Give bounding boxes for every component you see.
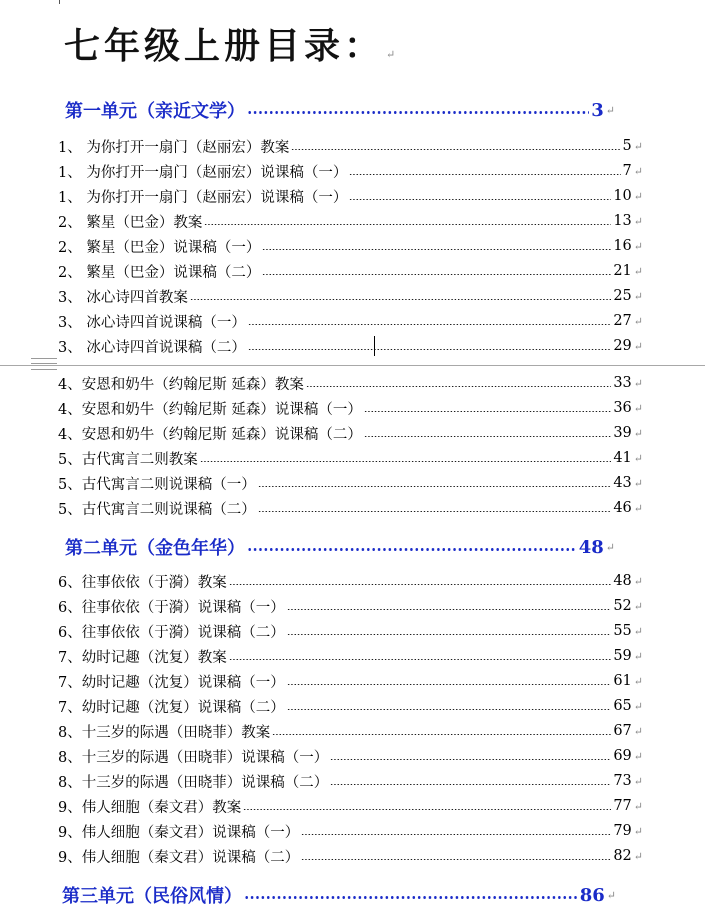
paragraph-mark-icon: ↵ [633,239,643,253]
toc-entry[interactable] [58,310,643,332]
page-number: 27 [613,313,632,329]
page-number: 21 [613,263,632,279]
page-number: 29 [613,338,632,354]
page-number: 33 [613,375,632,391]
page-number: 7 [622,163,632,179]
entry-title: 2、 繁星（巴金）说课稿（一） [58,239,261,256]
toc-entry[interactable] [58,820,643,842]
page-number: 39 [613,425,632,441]
page-number: 65 [613,698,632,714]
toc-entry[interactable] [58,422,643,444]
page-number: 82 [613,848,632,864]
page-number: 46 [613,500,632,516]
page-number: 86 [579,884,605,906]
entry-title: 5、古代寓言二则教案 [58,451,198,468]
paragraph-mark-icon: ↵ [633,649,643,663]
paragraph-mark-icon: ↵ [605,103,615,117]
paragraph-mark-icon: ↵ [633,314,643,328]
page-break-handle-icon[interactable] [31,358,57,370]
dot-leader [262,249,611,250]
entry-title: 1、 为你打开一扇门（赵丽宏）说课稿（一） [58,189,348,206]
dot-leader [229,659,612,660]
paragraph-mark-icon: ↵ [633,451,643,465]
dot-leader [244,896,578,899]
dot-leader [200,461,612,462]
page-number: 10 [613,188,632,204]
paragraph-mark-icon: ↵ [633,724,643,738]
entry-title: 8、十三岁的际遇（田晓菲）说课稿（一） [58,749,329,766]
paragraph-mark-icon: ↵ [605,540,615,554]
page-title [64,22,395,79]
dot-leader [287,634,612,635]
toc-entry[interactable] [58,695,643,717]
dot-leader [248,324,611,325]
toc-unit-heading[interactable] [65,534,615,560]
paragraph-mark-icon: ↵ [633,624,643,638]
page-break-divider [0,365,705,366]
dot-leader [287,609,612,610]
toc-entry[interactable] [58,447,643,469]
page-number: 16 [613,238,632,254]
page-title-text: 七年级上册目录： [64,25,385,67]
toc-entry[interactable] [58,135,643,157]
dot-leader [243,809,611,810]
dot-leader [262,274,611,275]
entry-title: 7、幼时记趣（沈复）教案 [58,649,227,666]
entry-title: 9、伟人细胞（秦文君）说课稿（二） [58,849,300,866]
toc-entry[interactable] [58,795,643,817]
toc-entry[interactable] [58,160,643,182]
paragraph-mark-icon: ↵ [633,264,643,278]
page-number: 3 [591,99,604,121]
toc-entry[interactable] [58,745,643,767]
dot-leader [330,784,611,785]
paragraph-mark-icon: ↵ [606,888,616,902]
paragraph-mark-icon: ↵ [633,189,643,203]
entry-title: 8、十三岁的际遇（田晓菲）教案 [58,724,271,741]
toc-unit-heading[interactable] [62,882,616,908]
dot-leader [306,386,611,387]
paragraph-mark-icon: ↵ [633,574,643,588]
entry-title: 7、幼时记趣（沈复）说课稿（二） [58,699,285,716]
toc-entry[interactable] [58,620,643,642]
entry-title: 6、往事依依（于漪）说课稿（一） [58,599,285,616]
entry-title: 4、安恩和奶牛（约翰尼斯 延森）教案 [58,376,304,393]
toc-entry[interactable] [58,285,643,307]
entry-title: 6、往事依依（于漪）说课稿（二） [58,624,285,641]
entry-title: 9、伟人细胞（秦文君）说课稿（一） [58,824,300,841]
entry-title: 3、 冰心诗四首说课稿（二） [58,339,246,356]
dot-leader [364,411,611,412]
paragraph-mark-icon: ↵ [633,401,643,415]
page-number: 55 [613,623,632,639]
paragraph-mark-icon: ↵ [386,48,396,61]
page-number: 48 [613,573,632,589]
entry-title: 3、 冰心诗四首教案 [58,289,188,306]
page-number: 59 [613,648,632,664]
page-number: 36 [613,400,632,416]
entry-title: 4、安恩和奶牛（约翰尼斯 延森）说课稿（一） [58,401,362,418]
page-number: 79 [613,823,632,839]
toc-entry[interactable] [58,472,643,494]
paragraph-mark-icon: ↵ [633,139,643,153]
dot-leader [291,149,620,150]
dot-leader [349,199,611,200]
page-number: 43 [613,475,632,491]
paragraph-mark-icon: ↵ [633,774,643,788]
page-number: 77 [613,798,632,814]
entry-title: 1、 为你打开一扇门（赵丽宏）教案 [58,139,290,156]
paragraph-mark-icon: ↵ [633,376,643,390]
entry-title: 2、 繁星（巴金）教案 [58,214,203,231]
paragraph-mark-icon: ↵ [633,849,643,863]
toc-unit-heading[interactable] [65,97,615,123]
paragraph-mark-icon: ↵ [633,674,643,688]
text-cursor [374,336,375,356]
toc-entry[interactable] [58,645,643,667]
page-number: 52 [613,598,632,614]
dot-leader [364,436,611,437]
entry-title: 2、 繁星（巴金）说课稿（二） [58,264,261,281]
entry-title: 3、 冰心诗四首说课稿（一） [58,314,246,331]
paragraph-mark-icon: ↵ [633,426,643,440]
unit-title: 第一单元（亲近文学） [65,101,245,122]
dot-leader [258,486,612,487]
paragraph-mark-icon: ↵ [633,599,643,613]
entry-title: 5、古代寓言二则说课稿（一） [58,476,256,493]
page-number: 73 [613,773,632,789]
toc-entry[interactable] [58,210,643,232]
entry-title: 5、古代寓言二则说课稿（二） [58,501,256,518]
toc-entry[interactable] [58,260,643,282]
page-number: 69 [613,748,632,764]
page-number: 61 [613,673,632,689]
page-number: 25 [613,288,632,304]
entry-title: 1、 为你打开一扇门（赵丽宏）说课稿（一） [58,164,348,181]
dot-leader [287,709,612,710]
dot-leader [287,684,612,685]
unit-title: 第二单元（金色年华） [65,538,245,559]
paragraph-mark-icon: ↵ [633,749,643,763]
page-number: 5 [622,138,632,154]
paragraph-mark-icon: ↵ [633,799,643,813]
toc-entry[interactable] [58,335,643,357]
entry-title: 6、往事依依（于漪）教案 [58,574,227,591]
toc-entry[interactable] [58,845,643,867]
dot-leader [248,349,611,350]
paragraph-mark-icon: ↵ [633,824,643,838]
toc-entry[interactable] [58,235,643,257]
page-corner-mark [59,0,60,4]
unit-title: 第三单元（民俗风情） [62,886,242,907]
toc-entry[interactable] [58,670,643,692]
paragraph-mark-icon: ↵ [633,476,643,490]
entry-title: 8、十三岁的际遇（田晓菲）说课稿（二） [58,774,329,791]
paragraph-mark-icon: ↵ [633,699,643,713]
dot-leader [190,299,611,300]
dot-leader [247,111,589,114]
dot-leader [204,224,611,225]
paragraph-mark-icon: ↵ [633,339,643,353]
entry-title: 9、伟人细胞（秦文君）教案 [58,799,242,816]
dot-leader [247,548,577,551]
paragraph-mark-icon: ↵ [633,289,643,303]
page-number: 48 [578,536,604,558]
toc-entry[interactable] [58,570,643,592]
toc-entry[interactable] [58,770,643,792]
toc-entry[interactable] [58,497,643,519]
entry-title: 4、安恩和奶牛（约翰尼斯 延森）说课稿（二） [58,426,362,443]
dot-leader [349,174,620,175]
dot-leader [330,759,611,760]
dot-leader [258,511,612,512]
entry-title: 7、幼时记趣（沈复）说课稿（一） [58,674,285,691]
paragraph-mark-icon: ↵ [633,164,643,178]
toc-entry[interactable] [58,595,643,617]
dot-leader [229,584,612,585]
toc-entry[interactable] [58,185,643,207]
page-number: 41 [613,450,632,466]
toc-entry[interactable] [58,720,643,742]
paragraph-mark-icon: ↵ [633,501,643,515]
page-number: 13 [613,213,632,229]
dot-leader [301,834,611,835]
dot-leader [301,859,611,860]
toc-entry[interactable] [58,372,643,394]
toc-entry[interactable] [58,397,643,419]
paragraph-mark-icon: ↵ [633,214,643,228]
page-number: 67 [613,723,632,739]
dot-leader [272,734,611,735]
